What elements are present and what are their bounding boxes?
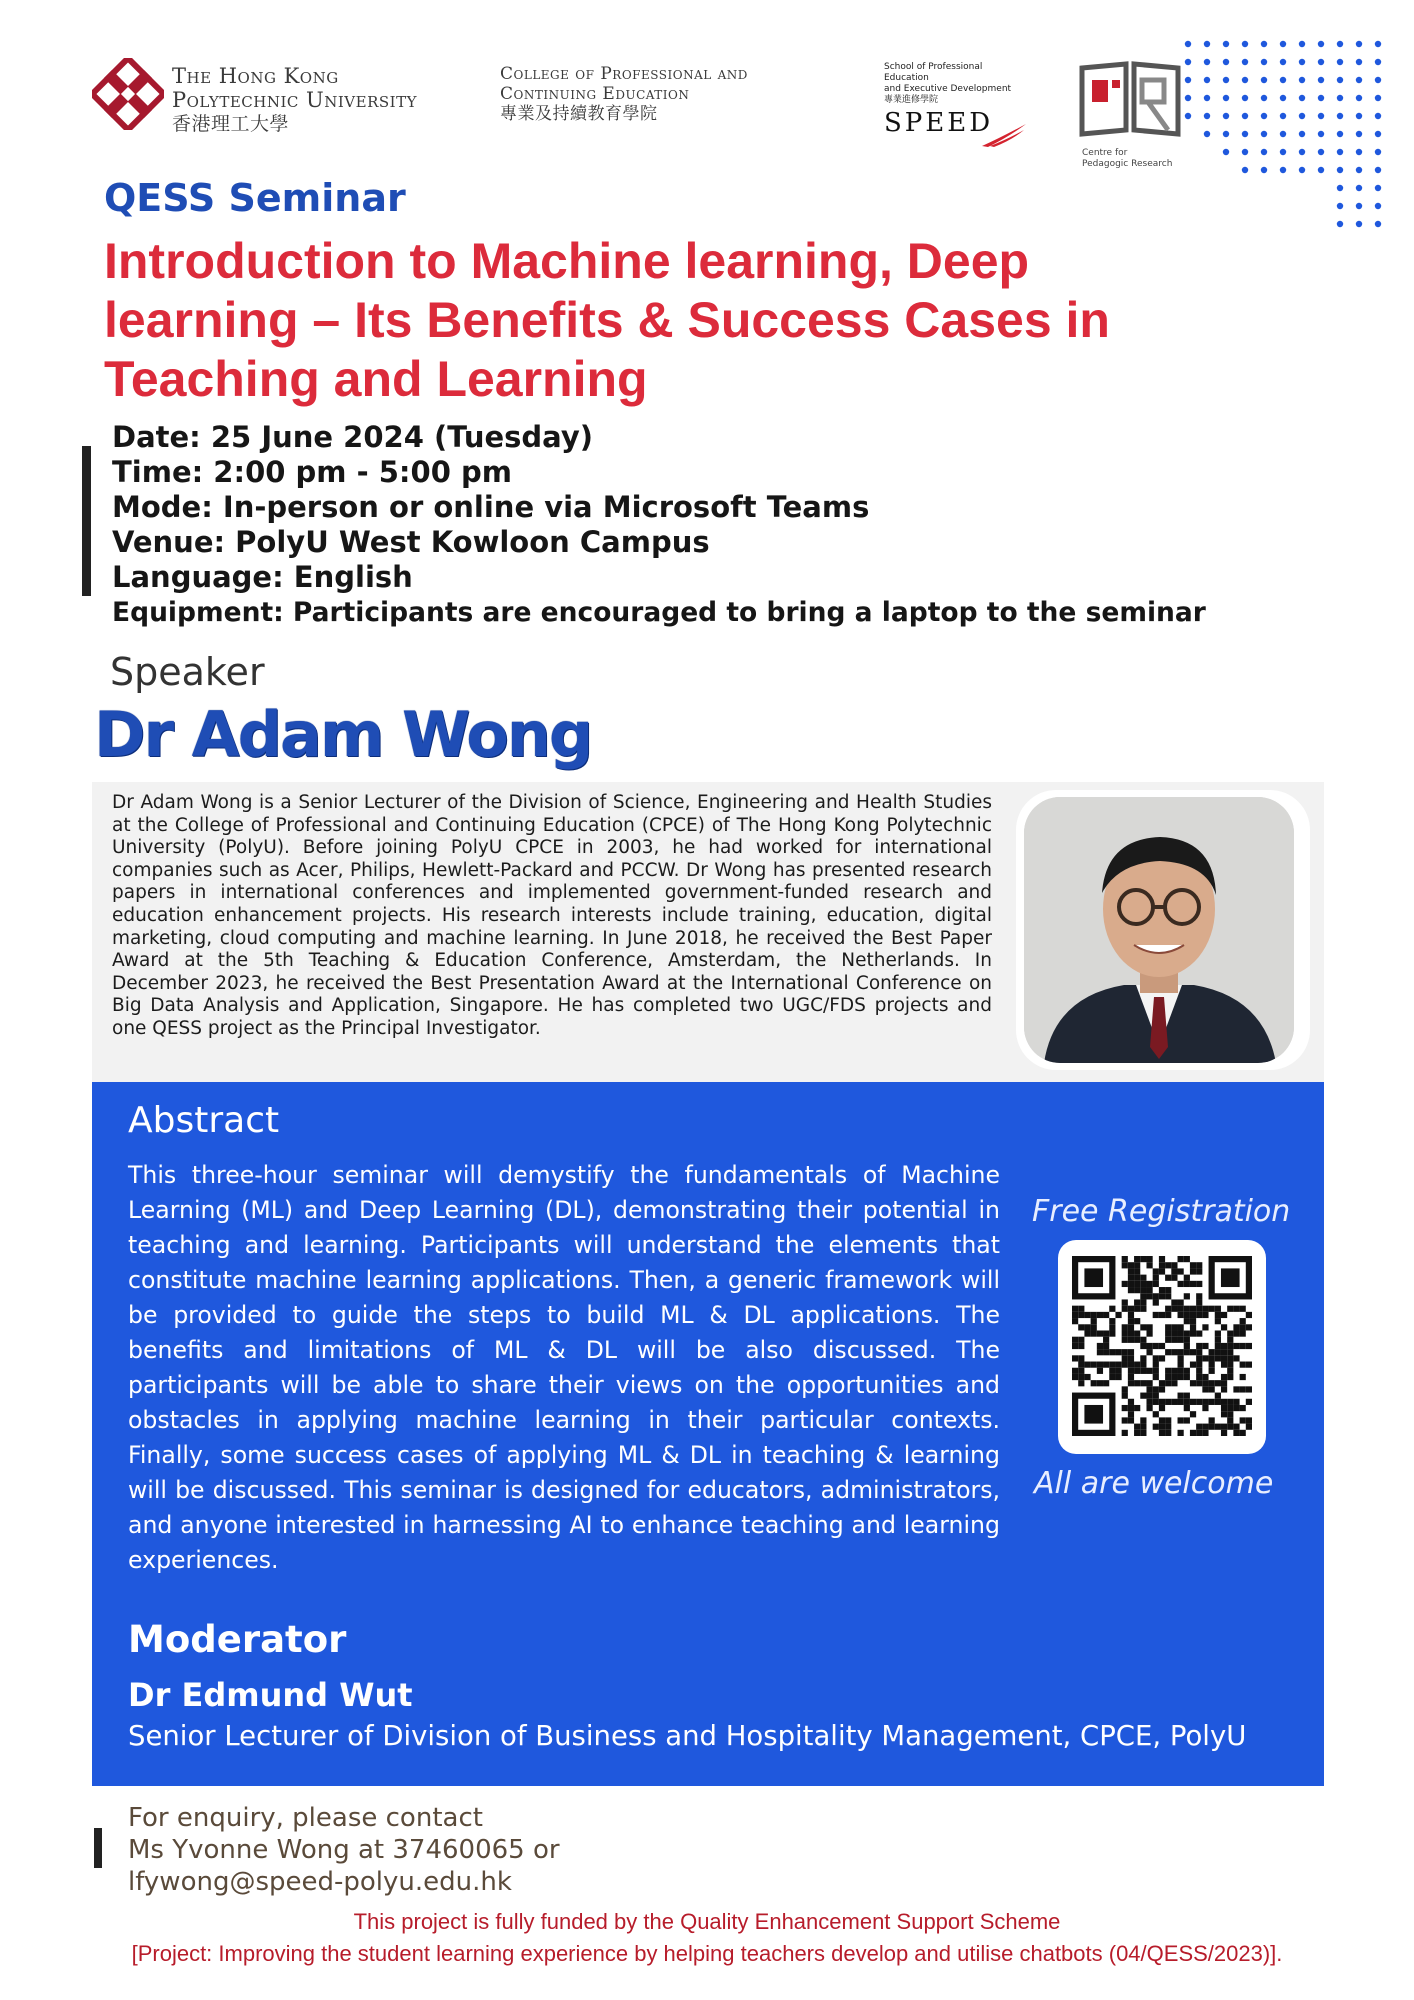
speed-logo-text: SPEED <box>884 108 994 138</box>
event-time: Time: 2:00 pm - 5:00 pm <box>112 455 512 489</box>
event-date: Date: 25 June 2024 (Tuesday) <box>112 420 593 454</box>
enquiry-contact <box>128 1802 560 1898</box>
enquiry-line1: For enquiry, please contact <box>128 1803 483 1833</box>
polyu-name <box>172 64 417 136</box>
cpr-name-line2: Pedagogic Research <box>1082 159 1173 169</box>
enquiry-accent-bar <box>94 1828 102 1868</box>
cpr-logo-icon <box>1078 60 1188 144</box>
cpce-name-line1: College of Professional and <box>500 64 748 84</box>
enquiry-email-link[interactable]: lfywong@speed-polyu.edu.hk <box>128 1867 512 1897</box>
event-venue: Venue: PolyU West Kowloon Campus <box>112 525 710 559</box>
free-registration-label: Free Registration <box>1032 1194 1291 1229</box>
moderator-heading: Moderator <box>128 1618 347 1661</box>
funding-line1: This project is fully funded by the Quality Enhancement Support Scheme <box>353 1909 1061 1934</box>
event-language: Language: English <box>112 560 413 594</box>
speed-school-line1: School of Professional Education <box>884 62 983 83</box>
registration-qr-code-icon[interactable] <box>1072 1256 1252 1436</box>
enquiry-line2: Ms Yvonne Wong at 37460065 or <box>128 1835 560 1865</box>
funding-line2: [Project: Improving the student learning experience by helping teachers develop and utilise chatbots (04/QESS/2023)]. <box>131 1941 1283 1966</box>
info-accent-bar <box>82 446 91 596</box>
moderator-title: Senior Lecturer of Division of Business and Hospitality Management, CPCE, PolyU <box>128 1720 1247 1752</box>
funding-note <box>0 1906 1414 1970</box>
cpr-name-line1: Centre for <box>1082 148 1128 158</box>
abstract-text: This three-hour seminar will demystify the fundamentals of Machine Learning (ML) and Deep Learning (DL), demonstrating their potential in teaching and learning. Participants will understand the elements that constitute machine learning applications. Then, a generic framework will be provided to guide the steps to build ML & DL applications. The benefits and limitations of ML & DL will be also discussed. The participants will be able to share their views on the opportunities and obstacles in applying machine learning in their particular contexts. Finally, some success cases of applying ML & DL in teaching & learning will be discussed. This seminar is designed for educators, administrators, and anyone interested in harnessing AI to enhance teaching and learning experiences. <box>128 1161 1000 1574</box>
seminar-title: Introduction to Machine learning, Deep learning – Its Benefits & Success Cases in Teaching and Learning <box>104 233 1110 407</box>
event-equipment: Equipment: Participants are encouraged to bring a laptop to the seminar <box>112 597 1206 628</box>
seminar-series: QESS Seminar <box>104 176 406 220</box>
cpr-name <box>1082 148 1172 170</box>
speaker-label: Speaker <box>110 650 265 694</box>
speaker-portrait-icon <box>1024 797 1294 1063</box>
speed-school-line3: 專業進修學院 <box>884 95 939 105</box>
polyu-name-line1: The Hong Kong <box>172 64 339 88</box>
speaker-photo <box>1024 797 1294 1063</box>
polyu-name-cn: 香港理工大學 <box>172 113 290 135</box>
speed-swoosh-icon <box>980 122 1028 148</box>
speaker-bio: Dr Adam Wong is a Senior Lecturer of the Division of Science, Engineering and Health Studies at the College of Professional and Continuing Education (CPCE) of The Hong Kong Polytechnic University (PolyU). Before joining PolyU CPCE in 2003, he had worked for international companies such as Acer, Philips, Hewlett-Packard and PCCW. Dr Wong has presented research papers in international conferences and implemented government-funded research and education enhancement projects. His research interests include training, education, digital marketing, cloud computing and machine learning. In June 2018, he received the Best Paper Award at the 5th Teaching & Education Conference, Amsterdam, the Netherlands. In December 2023, he received the Best Presentation Award at the International Conference on Big Data Analysis and Application, Singapore. He has completed two UGC/FDS projects and one QESS project as the Principal Investigator. <box>112 792 992 1039</box>
abstract-heading: Abstract <box>128 1100 280 1141</box>
polyu-name-line2: Polytechnic University <box>172 88 417 112</box>
event-details <box>112 420 1206 630</box>
cpce-name <box>500 64 748 124</box>
cpce-name-line2: Continuing Education <box>500 84 690 104</box>
moderator-name: Dr Edmund Wut <box>128 1676 413 1714</box>
event-mode: Mode: In-person or online via Microsoft Teams <box>112 490 870 524</box>
speed-school-line2: and Executive Development <box>884 84 1012 94</box>
polyu-logo-icon <box>92 58 164 130</box>
decorative-dot-grid-icon <box>1180 36 1390 236</box>
speaker-name: Dr Adam Wong <box>94 698 592 771</box>
all-welcome-label: All are welcome <box>1034 1466 1274 1501</box>
cpce-name-cn: 專業及持續教育學院 <box>500 104 658 124</box>
speed-school-name <box>884 62 1024 106</box>
